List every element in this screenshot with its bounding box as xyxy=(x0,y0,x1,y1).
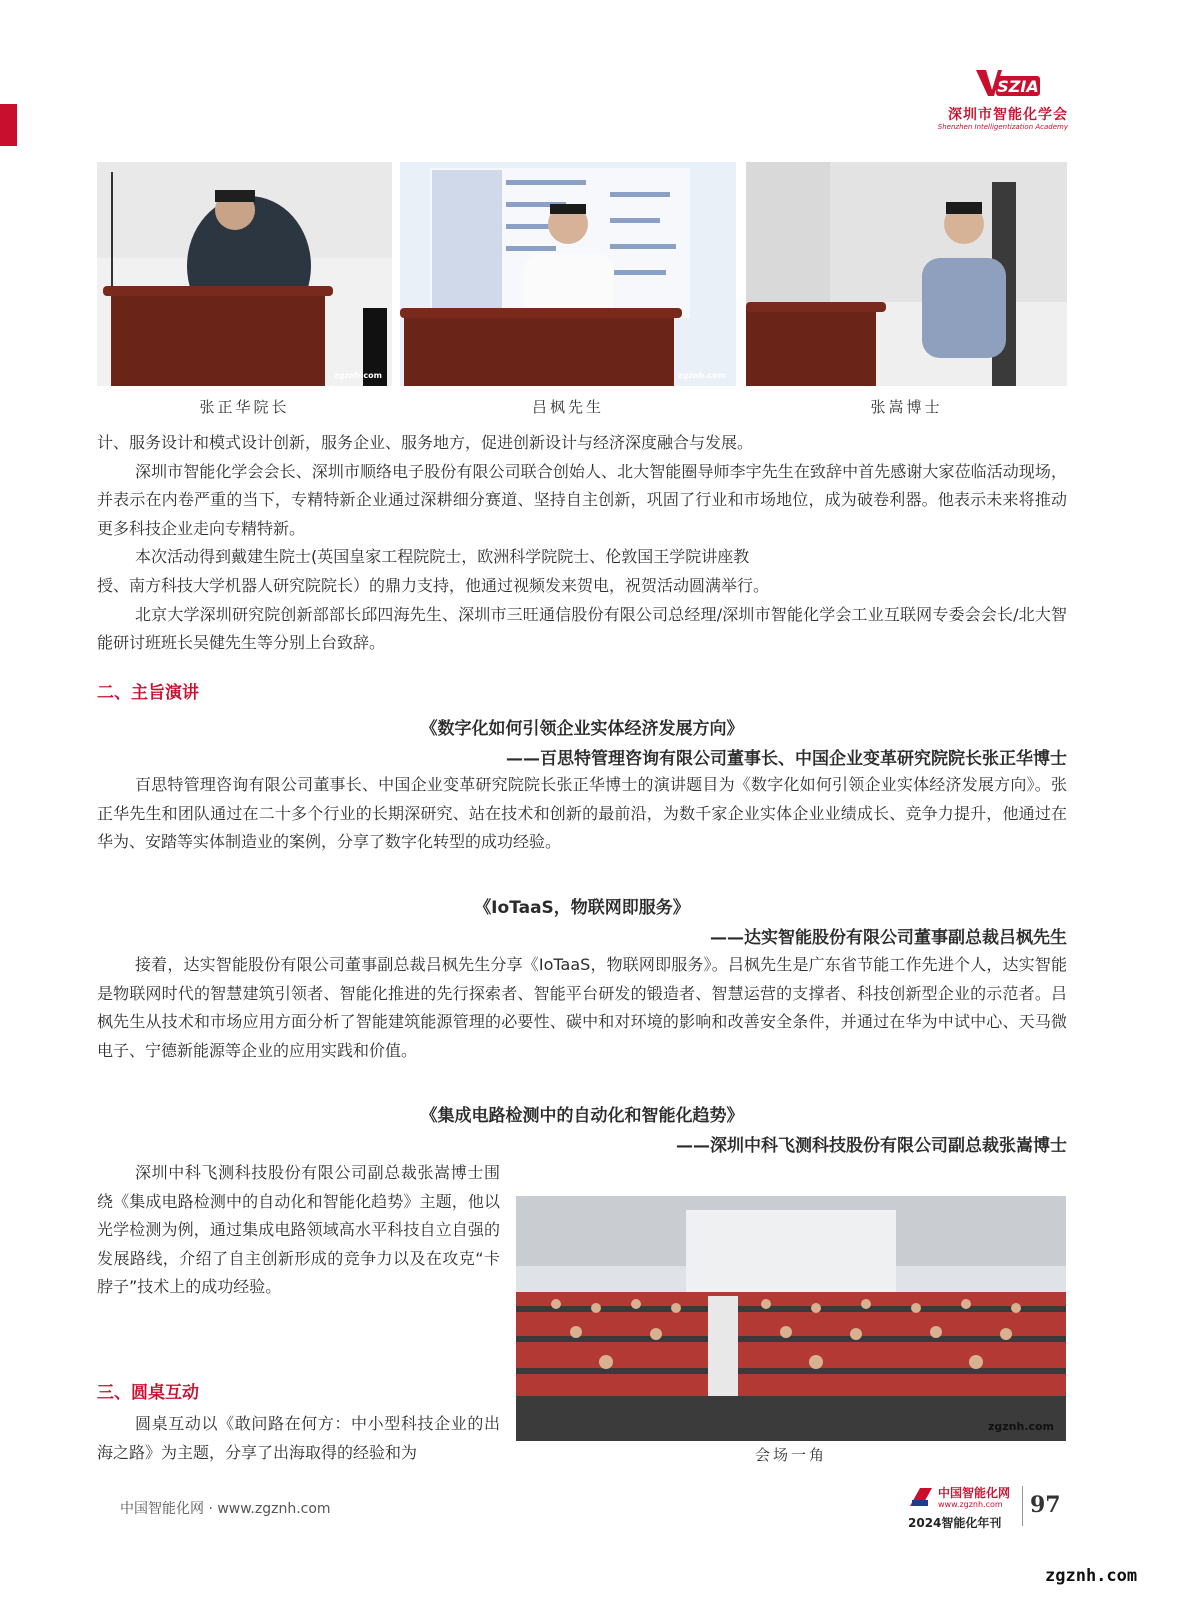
annual-label: 2024智能化年刊 xyxy=(908,1516,1002,1530)
talk-speaker: ——百思特管理咨询有限公司董事长、中国企业变革研究院院长张正华博士 xyxy=(506,749,1067,769)
magazine-logo xyxy=(908,1484,1020,1530)
paragraph: 百思特管理咨询有限公司董事长、中国企业变革研究院院长张正华博士的演讲题目为《数字化如何引领企业实体经济发展方向》。张正华先生和团队通过在二十多个行业的长期深研究、站在技术和创新的最前沿，为数千家企业实体企业业绩成长、竞争力提升，他通过在华为、安踏等实体制造业的案例，分享了数字化转型的成功经验。 xyxy=(97,775,1067,852)
talk-title: 《集成电路检测中的自动化和智能化趋势》 xyxy=(420,1106,744,1126)
section-heading: 三、圆桌互动 xyxy=(97,1383,199,1403)
talk-body xyxy=(97,771,1067,857)
org-name-cn: 深圳市智能化学会 xyxy=(948,107,1068,123)
venue-photo xyxy=(516,1196,1066,1441)
szia-logo-icon xyxy=(972,66,1042,100)
paragraph: 授、南方科技大学机器人研究院院长）的鼎力支持，他通过视频发来贺电，祝贺活动圆满举行。 xyxy=(97,575,770,595)
paragraph: 计、服务设计和模式设计创新，服务企业、服务地方，促进创新设计与经济深度融合与发展。 xyxy=(97,433,754,452)
page-edge-tab xyxy=(0,104,17,146)
paragraph: 圆桌互动以《敢问路在何方：中小型科技企业的出海之路》为主题，分享了出海取得的经验和为 xyxy=(97,1414,500,1462)
photo-watermark: zgznh.com xyxy=(987,1420,1054,1433)
section-heading: 二、主旨演讲 xyxy=(97,683,199,703)
photo-caption: 张嵩博士 xyxy=(870,398,943,416)
talk-speaker: ——达实智能股份有限公司董事副总裁吕枫先生 xyxy=(710,928,1067,948)
talk-speaker: ——深圳中科飞测科技股份有限公司副总裁张嵩博士 xyxy=(676,1136,1067,1156)
paragraph: 深圳市智能化学会会长、深圳市顺络电子股份有限公司联合创始人、北大智能圈导师李宇先生在致辞中首先感谢大家莅临活动现场，并表示在内卷严重的当下，专精特新企业通过深耕细分赛道、坚持自主创新，巩固了行业和市场地位，成为破卷利器。他表示未来将推动更多科技企业走向专精特新。 xyxy=(97,461,1067,538)
talk-body xyxy=(97,951,1067,1065)
photo-caption: 张正华院长 xyxy=(199,398,290,416)
photo-zhang-zhenghua xyxy=(97,162,392,386)
photo-caption: 吕枫先生 xyxy=(531,398,604,416)
photo-zhang-song xyxy=(746,162,1067,386)
svg-text:SZIA: SZIA xyxy=(997,77,1039,96)
paragraph: 北京大学深圳研究院创新部部长邱四海先生、深圳市三旺通信股份有限公司总经理/深圳市智能化学会工业互联网专委会会长/北大智能研讨班班长吴健先生等分别上台致辞。 xyxy=(97,604,1067,653)
magazine-logo-icon xyxy=(908,1486,934,1510)
magazine-logo-url: www.zgznh.com xyxy=(938,1500,1003,1509)
intro-text xyxy=(97,429,1067,658)
talk-title: 《数字化如何引领企业实体经济发展方向》 xyxy=(420,719,744,739)
photo-lv-feng xyxy=(400,162,736,386)
photo-watermark: zgznh.com xyxy=(677,371,726,380)
szia-logo xyxy=(937,66,1074,132)
talk-title: 《IoTaaS，物联网即服务》 xyxy=(474,898,690,918)
page-number: 97 xyxy=(1030,1492,1061,1518)
photo-watermark: zgznh.com xyxy=(333,371,382,380)
paragraph: 本次活动得到戴建生院士(英国皇家工程院院士，欧洲科学院院士、伦敦国王学院讲座教 xyxy=(135,547,750,567)
paragraph: 接着，达实智能股份有限公司董事副总裁吕枫先生分享《IoTaaS，物联网即服务》。吕枫先生是广东省节能工作先进个人，达实智能是物联网时代的智慧建筑引领者、智能化推进的先行探索者、智能平台研发的锻造者、智慧运营的支撑者、科技创新型企业的示范者。吕枫先生从技术和市场应用方面分析了智能建筑能源管理的必要性、碳中和对环境的影响和改善安全条件，并通过在华为中试中心、天马微电子、宁德新能源等企业的应用实践和价值。 xyxy=(97,955,1067,1060)
footer-site: 中国智能化网 · www.zgznh.com xyxy=(120,1501,331,1517)
talk-body xyxy=(97,1159,500,1302)
roundtable-text xyxy=(97,1410,500,1467)
org-name-en: Shenzhen Intelligentization Academy xyxy=(937,123,1068,131)
venue-caption: 会场一角 xyxy=(754,1446,827,1464)
magazine-logo-cn: 中国智能化网 xyxy=(938,1486,1011,1500)
paragraph: 深圳中科飞测科技股份有限公司副总裁张嵩博士围绕《集成电路检测中的自动化和智能化趋势》主题，他以光学检测为例，通过集成电路领域高水平科技自立自强的发展路线，介绍了自主创新形成的竞争力以及在攻克“卡脖子”技术上的成功经验。 xyxy=(97,1163,500,1297)
corner-watermark: zgznh.com xyxy=(1045,1566,1138,1586)
footer-divider xyxy=(1022,1486,1023,1526)
